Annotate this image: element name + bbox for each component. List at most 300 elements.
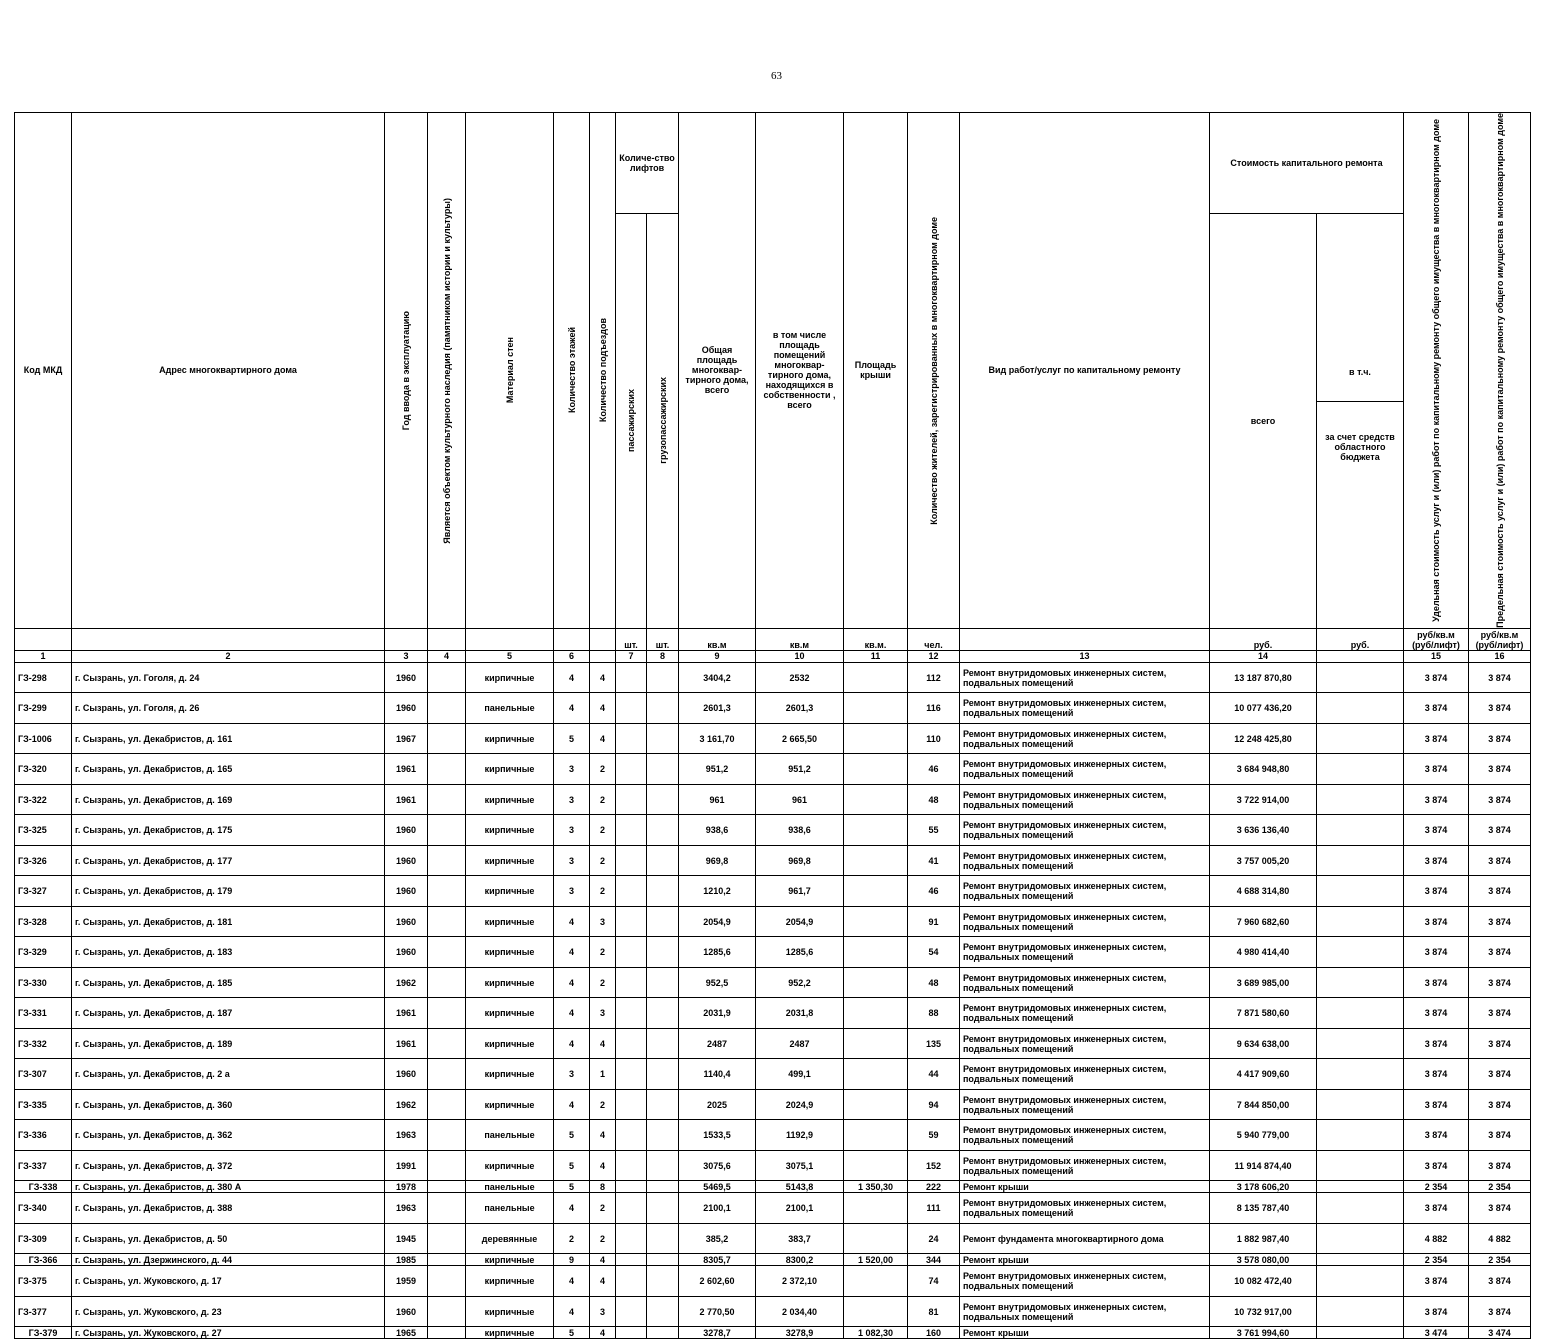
cell-unit-cost: 2 354 [1404,1181,1469,1193]
cell-total-area: 1140,4 [679,1059,756,1090]
cell-mkd-code: ГЗ-335 [15,1089,72,1120]
cell-roof-area [844,1193,908,1224]
cell-cost-regional [1317,1223,1404,1254]
cell-work-type: Ремонт внутридомовых инженерных систем, подвальных помещений [960,662,1210,693]
cell-total-area: 3404,2 [679,662,756,693]
cell-lifts-passenger [616,906,647,937]
unit-owned-area: кв.м [756,628,844,650]
header-total-area: Общая площадь многоквар-тирного дома, всего [679,113,756,629]
cell-unit-cost: 3 874 [1404,815,1469,846]
cell-entrances: 2 [590,876,616,907]
cell-lifts-cargo [647,937,679,968]
cell-unit-cost: 3 474 [1404,1327,1469,1339]
cell-unit-cost: 3 874 [1404,723,1469,754]
cell-floors: 3 [554,876,590,907]
cell-max-cost: 3 874 [1469,1296,1531,1327]
cell-floors: 5 [554,723,590,754]
cell-work-type: Ремонт внутридомовых инженерных систем, подвальных помещений [960,998,1210,1029]
cell-address: г. Сызрань, ул. Декабристов, д. 179 [72,876,385,907]
unit-cost-regional: руб. [1317,628,1404,650]
cell-work-type: Ремонт внутридомовых инженерных систем, подвальных помещений [960,754,1210,785]
cell-max-cost: 3 874 [1469,754,1531,785]
cell-lifts-cargo [647,1181,679,1193]
cell-work-type: Ремонт внутридомовых инженерных систем, подвальных помещений [960,815,1210,846]
table-row [15,967,1531,998]
cell-lifts-passenger [616,1296,647,1327]
column-number: 8 [647,650,679,662]
column-number: 3 [385,650,428,662]
cell-work-type: Ремонт внутридомовых инженерных систем, подвальных помещений [960,784,1210,815]
cell-max-cost: 3 874 [1469,693,1531,724]
cell-mkd-code: ГЗ-325 [15,815,72,846]
cell-owned-area: 2 034,40 [756,1296,844,1327]
table-row [15,1223,1531,1254]
table-row [15,1120,1531,1151]
cell-mkd-code: ГЗ-331 [15,998,72,1029]
cell-max-cost: 3 874 [1469,937,1531,968]
cell-material: кирпичные [466,876,554,907]
cell-cost-regional [1317,1193,1404,1224]
column-number: 4 [428,650,466,662]
cell-lifts-cargo [647,1120,679,1151]
cell-year: 1985 [385,1254,428,1266]
cell-entrances: 2 [590,845,616,876]
cell-floors: 5 [554,1150,590,1181]
cell-total-area: 952,5 [679,967,756,998]
cell-total-area: 1533,5 [679,1120,756,1151]
cell-cost-regional [1317,876,1404,907]
header-address: Адрес многоквартирного дома [72,113,385,629]
unit-lifts-cargo: шт. [647,628,679,650]
cell-cost-total: 10 082 472,40 [1210,1266,1317,1297]
cell-entrances: 8 [590,1181,616,1193]
cell-residents: 46 [908,876,960,907]
cell-cost-regional [1317,1028,1404,1059]
cell-floors: 4 [554,1296,590,1327]
cell-mkd-code: ГЗ-322 [15,784,72,815]
cell-owned-area: 2 665,50 [756,723,844,754]
header-code: Код МКД [15,113,72,629]
cell-lifts-cargo [647,1223,679,1254]
cell-cost-total: 3 636 136,40 [1210,815,1317,846]
cell-residents: 135 [908,1028,960,1059]
cell-lifts-passenger [616,1028,647,1059]
cell-max-cost: 3 874 [1469,815,1531,846]
cell-roof-area [844,662,908,693]
cell-heritage [428,693,466,724]
column-number: 7 [616,650,647,662]
cell-cost-regional [1317,998,1404,1029]
cell-cost-regional [1317,967,1404,998]
column-number: 12 [908,650,960,662]
cell-heritage [428,754,466,785]
cell-lifts-passenger [616,693,647,724]
cell-mkd-code: ГЗ-328 [15,906,72,937]
cell-heritage [428,784,466,815]
cell-heritage [428,1223,466,1254]
cell-floors: 3 [554,1059,590,1090]
cell-work-type: Ремонт внутридомовых инженерных систем, подвальных помещений [960,1296,1210,1327]
table-row [15,1028,1531,1059]
column-number [1317,650,1404,662]
cell-lifts-passenger [616,1181,647,1193]
cell-work-type: Ремонт внутридомовых инженерных систем, подвальных помещений [960,937,1210,968]
cell-lifts-passenger [616,1089,647,1120]
cell-cost-regional [1317,1150,1404,1181]
cell-material: кирпичные [466,937,554,968]
cell-owned-area: 961,7 [756,876,844,907]
cell-owned-area: 2601,3 [756,693,844,724]
header-cost-group: Стоимость капитального ремонта [1210,113,1404,214]
cell-residents: 81 [908,1296,960,1327]
column-number: 6 [554,650,590,662]
cell-owned-area: 2 372,10 [756,1266,844,1297]
cell-owned-area: 2100,1 [756,1193,844,1224]
cell-owned-area: 2024,9 [756,1089,844,1120]
cell-total-area: 5469,5 [679,1181,756,1193]
cell-residents: 94 [908,1089,960,1120]
header-work-type: Вид работ/услуг по капитальному ремонту [960,113,1210,629]
cell-address: г. Сызрань, ул. Декабристов, д. 189 [72,1028,385,1059]
cell-cost-regional [1317,693,1404,724]
header-cost-regional-label: за счет средств областного бюджета [1325,432,1395,463]
cell-heritage [428,1266,466,1297]
cell-lifts-cargo [647,1193,679,1224]
column-number: 11 [844,650,908,662]
table-row [15,876,1531,907]
cell-heritage [428,1181,466,1193]
table-row [15,723,1531,754]
cell-owned-area: 2487 [756,1028,844,1059]
cell-year: 1960 [385,1059,428,1090]
cell-heritage [428,906,466,937]
cell-floors: 4 [554,662,590,693]
cell-work-type: Ремонт внутридомовых инженерных систем, подвальных помещений [960,1028,1210,1059]
cell-cost-regional [1317,784,1404,815]
column-number: 14 [1210,650,1317,662]
cell-unit-cost: 3 874 [1404,1059,1469,1090]
cell-residents: 74 [908,1266,960,1297]
cell-cost-regional [1317,1059,1404,1090]
cell-floors: 4 [554,693,590,724]
cell-roof-area [844,1150,908,1181]
cell-unit-cost: 3 874 [1404,998,1469,1029]
cell-lifts-cargo [647,693,679,724]
cell-floors: 4 [554,1028,590,1059]
cell-max-cost: 3 874 [1469,1193,1531,1224]
cell-heritage [428,1150,466,1181]
column-number: 1 [15,650,72,662]
cell-cost-total: 3 722 914,00 [1210,784,1317,815]
cell-lifts-cargo [647,662,679,693]
cell-work-type: Ремонт внутридомовых инженерных систем, подвальных помещений [960,1266,1210,1297]
cell-mkd-code: ГЗ-329 [15,937,72,968]
header-material: Материал стен [466,113,554,629]
cell-cost-total: 9 634 638,00 [1210,1028,1317,1059]
cell-entrances: 1 [590,1059,616,1090]
cell-max-cost: 3 874 [1469,1059,1531,1090]
header-lifts: Количе-ство лифтов [616,113,679,214]
cell-entrances: 2 [590,937,616,968]
column-numbers-row [15,650,1531,662]
cell-address: г. Сызрань, ул. Жуковского, д. 23 [72,1296,385,1327]
cell-address: г. Сызрань, ул. Декабристов, д. 175 [72,815,385,846]
cell-heritage [428,967,466,998]
cell-material: кирпичные [466,1296,554,1327]
cell-heritage [428,1296,466,1327]
cell-cost-regional [1317,1296,1404,1327]
cell-entrances: 2 [590,784,616,815]
cell-roof-area [844,906,908,937]
cell-unit-cost: 3 874 [1404,967,1469,998]
cell-year: 1959 [385,1266,428,1297]
cell-roof-area [844,723,908,754]
cell-residents: 152 [908,1150,960,1181]
cell-cost-total: 7 844 850,00 [1210,1089,1317,1120]
cell-owned-area: 938,6 [756,815,844,846]
cell-max-cost: 4 882 [1469,1223,1531,1254]
cell-total-area: 969,8 [679,845,756,876]
table-row [15,1254,1531,1266]
cell-lifts-cargo [647,906,679,937]
cell-max-cost: 3 474 [1469,1327,1531,1339]
column-number: 15 [1404,650,1469,662]
cell-year: 1991 [385,1150,428,1181]
cell-heritage [428,815,466,846]
cell-cost-total: 13 187 870,80 [1210,662,1317,693]
cell-lifts-cargo [647,815,679,846]
cell-work-type: Ремонт крыши [960,1327,1210,1339]
table-row [15,845,1531,876]
cell-owned-area: 2532 [756,662,844,693]
cell-residents: 54 [908,937,960,968]
cell-residents: 116 [908,693,960,724]
units-row [15,628,1531,650]
cell-year: 1961 [385,998,428,1029]
table-row [15,1181,1531,1193]
cell-entrances: 4 [590,693,616,724]
cell-entrances: 3 [590,1296,616,1327]
cell-mkd-code: ГЗ-1006 [15,723,72,754]
column-number: 16 [1469,650,1531,662]
cell-owned-area: 1285,6 [756,937,844,968]
cell-unit-cost: 3 874 [1404,784,1469,815]
cell-cost-regional [1317,723,1404,754]
cell-unit-cost: 3 874 [1404,1266,1469,1297]
cell-address: г. Сызрань, ул. Гоголя, д. 26 [72,693,385,724]
cell-lifts-cargo [647,876,679,907]
cell-residents: 46 [908,754,960,785]
cell-max-cost: 3 874 [1469,998,1531,1029]
cell-address: г. Сызрань, ул. Декабристов, д. 183 [72,937,385,968]
cell-address: г. Сызрань, ул. Жуковского, д. 27 [72,1327,385,1339]
cell-address: г. Сызрань, ул. Декабристов, д. 388 [72,1193,385,1224]
unit-lifts-passenger: шт. [616,628,647,650]
cell-floors: 3 [554,784,590,815]
cell-material: кирпичные [466,784,554,815]
cell-roof-area [844,1028,908,1059]
cell-material: панельные [466,1193,554,1224]
cell-cost-total: 3 757 005,20 [1210,845,1317,876]
cell-mkd-code: ГЗ-298 [15,662,72,693]
cell-work-type: Ремонт крыши [960,1254,1210,1266]
header-cost-total: всего [1210,213,1317,628]
cell-max-cost: 3 874 [1469,876,1531,907]
cell-work-type: Ремонт внутридомовых инженерных систем, подвальных помещений [960,1120,1210,1151]
cell-lifts-cargo [647,754,679,785]
cell-owned-area: 952,2 [756,967,844,998]
cell-year: 1960 [385,693,428,724]
cell-material: кирпичные [466,662,554,693]
cell-cost-total: 3 578 080,00 [1210,1254,1317,1266]
cell-mkd-code: ГЗ-307 [15,1059,72,1090]
cell-max-cost: 3 874 [1469,784,1531,815]
cell-address: г. Сызрань, ул. Декабристов, д. 360 [72,1089,385,1120]
cell-floors: 4 [554,1266,590,1297]
cell-unit-cost: 3 874 [1404,754,1469,785]
cell-lifts-passenger [616,998,647,1029]
cell-residents: 48 [908,784,960,815]
cell-year: 1962 [385,967,428,998]
cell-owned-area: 8300,2 [756,1254,844,1266]
cell-lifts-passenger [616,876,647,907]
table-row [15,1266,1531,1297]
cell-material: кирпичные [466,1266,554,1297]
cell-entrances: 4 [590,1028,616,1059]
cell-address: г. Сызрань, ул. Декабристов, д. 362 [72,1120,385,1151]
cell-entrances: 4 [590,1327,616,1339]
cell-roof-area [844,1059,908,1090]
unit-cost-total: руб. [1210,628,1317,650]
cell-unit-cost: 3 874 [1404,1193,1469,1224]
cell-work-type: Ремонт внутридомовых инженерных систем, подвальных помещений [960,1193,1210,1224]
cell-unit-cost: 3 874 [1404,1296,1469,1327]
cell-unit-cost: 3 874 [1404,1120,1469,1151]
cell-residents: 44 [908,1059,960,1090]
table-row [15,998,1531,1029]
cell-total-area: 8305,7 [679,1254,756,1266]
cell-cost-regional [1317,1089,1404,1120]
cell-total-area: 385,2 [679,1223,756,1254]
cell-material: деревянные [466,1223,554,1254]
cell-total-area: 2601,3 [679,693,756,724]
cell-mkd-code: ГЗ-340 [15,1193,72,1224]
cell-lifts-passenger [616,723,647,754]
header-heritage: Является объектом культурного наследия (памятником истории и культуры) [428,113,466,629]
cell-lifts-cargo [647,1089,679,1120]
cell-material: панельные [466,1181,554,1193]
cell-cost-regional [1317,1266,1404,1297]
cell-entrances: 3 [590,998,616,1029]
cell-cost-total: 4 980 414,40 [1210,937,1317,968]
header-max-cost: Предельная стоимость услуг и (или) работ по капитальному ремонту общего имущества в многоквартирном доме [1469,113,1531,629]
cell-work-type: Ремонт внутридомовых инженерных систем, подвальных помещений [960,967,1210,998]
cell-owned-area: 499,1 [756,1059,844,1090]
cell-floors: 3 [554,754,590,785]
cell-year: 1961 [385,1028,428,1059]
cell-roof-area [844,998,908,1029]
cell-residents: 110 [908,723,960,754]
cell-cost-regional [1317,815,1404,846]
cell-year: 1963 [385,1120,428,1151]
column-number: 9 [679,650,756,662]
header-lifts-passenger: пассажирских [616,213,647,628]
cell-max-cost: 3 874 [1469,845,1531,876]
cell-roof-area [844,845,908,876]
unit-roof-area: кв.м. [844,628,908,650]
header-residents: Количество жителей, зарегистрированных в многоквартирном доме [908,113,960,629]
table-row [15,815,1531,846]
header-cost-incl: в т.ч. [1317,349,1403,402]
table-row [15,754,1531,785]
header-entrances: Количество подъездов [590,113,616,629]
cell-roof-area: 1 082,30 [844,1327,908,1339]
cell-entrances: 4 [590,1254,616,1266]
cell-mkd-code: ГЗ-375 [15,1266,72,1297]
cell-material: кирпичные [466,1327,554,1339]
cell-address: г. Сызрань, ул. Декабристов, д. 50 [72,1223,385,1254]
header-lifts-cargo: грузопассажирских [647,213,679,628]
cell-cost-regional [1317,662,1404,693]
table-row [15,937,1531,968]
cell-roof-area [844,1296,908,1327]
cell-year: 1960 [385,845,428,876]
cell-work-type: Ремонт внутридомовых инженерных систем, подвальных помещений [960,723,1210,754]
cell-roof-area: 1 350,30 [844,1181,908,1193]
cell-max-cost: 3 874 [1469,1266,1531,1297]
cell-heritage [428,937,466,968]
table-row [15,1296,1531,1327]
cell-mkd-code: ГЗ-337 [15,1150,72,1181]
cell-lifts-cargo [647,784,679,815]
cell-floors: 9 [554,1254,590,1266]
cell-lifts-cargo [647,1028,679,1059]
cell-entrances: 2 [590,967,616,998]
cell-address: г. Сызрань, ул. Декабристов, д. 372 [72,1150,385,1181]
cell-work-type: Ремонт внутридомовых инженерных систем, подвальных помещений [960,845,1210,876]
cell-lifts-passenger [616,1120,647,1151]
cell-max-cost: 3 874 [1469,1028,1531,1059]
cell-lifts-passenger [616,845,647,876]
cell-cost-total: 3 761 994,60 [1210,1327,1317,1339]
cell-material: кирпичные [466,754,554,785]
cell-lifts-passenger [616,784,647,815]
cell-mkd-code: ГЗ-327 [15,876,72,907]
cell-total-area: 2487 [679,1028,756,1059]
cell-entrances: 4 [590,1266,616,1297]
cell-lifts-passenger [616,937,647,968]
table-row [15,906,1531,937]
cell-lifts-cargo [647,845,679,876]
cell-cost-total: 1 882 987,40 [1210,1223,1317,1254]
cell-cost-regional [1317,937,1404,968]
cell-total-area: 3075,6 [679,1150,756,1181]
cell-lifts-passenger [616,1193,647,1224]
cell-residents: 344 [908,1254,960,1266]
cell-year: 1960 [385,876,428,907]
cell-floors: 4 [554,967,590,998]
cell-roof-area [844,815,908,846]
cell-lifts-cargo [647,1327,679,1339]
cell-material: кирпичные [466,723,554,754]
cell-year: 1963 [385,1193,428,1224]
cell-work-type: Ремонт внутридомовых инженерных систем, подвальных помещений [960,1089,1210,1120]
cell-owned-area: 961 [756,784,844,815]
cell-floors: 5 [554,1181,590,1193]
cell-total-area: 2 770,50 [679,1296,756,1327]
cell-max-cost: 3 874 [1469,662,1531,693]
cell-address: г. Сызрань, ул. Декабристов, д. 380 А [72,1181,385,1193]
